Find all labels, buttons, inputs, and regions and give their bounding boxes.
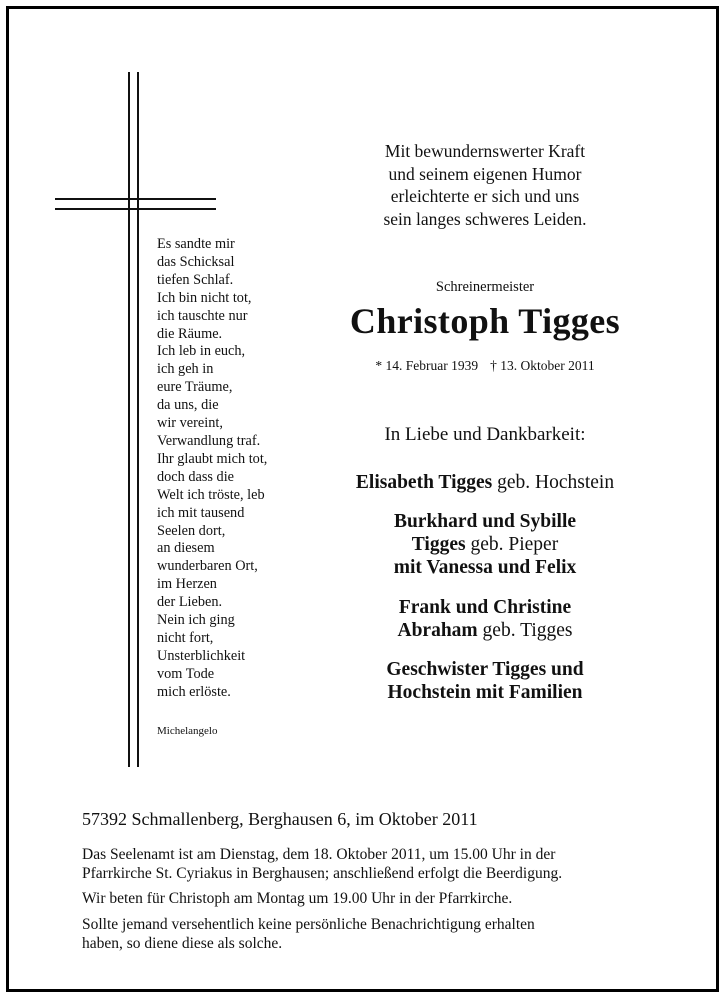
poem-line: das Schicksal xyxy=(157,253,235,270)
info-paragraph xyxy=(82,890,682,909)
mourner-entry xyxy=(310,658,660,704)
poem-author: Michelangelo xyxy=(157,725,218,737)
mourner-name: Burkhard und Sybille xyxy=(393,511,577,532)
poem-line: Ich leb in euch, xyxy=(157,343,246,360)
mourner-nee: geb. Pieper xyxy=(470,534,559,555)
poem-line: mich erlöste. xyxy=(157,683,231,700)
quote-line: sein langes schweres Leiden. xyxy=(383,208,587,229)
quote-line: Mit bewundernswerter Kraft xyxy=(384,141,586,161)
quote-line: und seinem eigenen Humor xyxy=(388,163,582,184)
mourner-name: Elisabeth Tigges xyxy=(355,472,493,493)
cross-icon xyxy=(128,72,130,767)
poem-line: Ihr glaubt mich tot, xyxy=(157,450,268,467)
poem-line: eure Träume, xyxy=(157,379,233,396)
info-line: Pfarrkirche St. Cyriakus in Berghausen; anschließend erfolgt die Beerdigung. xyxy=(82,864,563,882)
poem-line: Unsterblichkeit xyxy=(157,647,246,664)
mourner-nee: geb. Tigges xyxy=(482,620,573,641)
poem-line: wunderbaren Ort, xyxy=(157,558,258,575)
poem xyxy=(157,236,267,702)
quote-line: erleichterte er sich und uns xyxy=(390,186,580,206)
mourner-entry xyxy=(310,471,660,494)
place-date: 57392 Schmallenberg, Berghausen 6, im Oktober 2011 xyxy=(82,809,478,829)
poem-line: Es sandte mir xyxy=(157,236,235,252)
death-date: † 13. Oktober 2011 xyxy=(490,358,595,373)
mourner-name: Geschwister Tigges und xyxy=(386,659,584,680)
poem-line: an diesem xyxy=(157,540,215,557)
cross-line-right xyxy=(137,72,139,767)
info-line: Wir beten für Christoph am Montag um 19.00 Uhr in der Pfarrkirche. xyxy=(82,890,513,907)
poem-line: da uns, die xyxy=(157,397,219,414)
poem-line: Seelen dort, xyxy=(157,522,226,539)
poem-line: Welt ich tröste, leb xyxy=(157,486,265,503)
info-paragraph xyxy=(82,846,682,883)
mourner-entry xyxy=(310,510,660,579)
poem-line: Ich bin nicht tot, xyxy=(157,289,252,306)
info-paragraph xyxy=(82,916,682,953)
info-line: Sollte jemand versehentlich keine persönliche Benachrichtigung erhalten xyxy=(82,916,535,933)
poem-line: Nein ich ging xyxy=(157,612,235,629)
poem-line: doch dass die xyxy=(157,468,235,485)
info-line: Das Seelenamt ist am Dienstag, dem 18. Oktober 2011, um 15.00 Uhr in der xyxy=(82,846,556,863)
poem-line: wir vereint, xyxy=(157,415,223,432)
birth-date: * 14. Februar 1939 xyxy=(375,358,479,373)
cross-bar-top xyxy=(55,198,216,200)
mourner-name: Abraham xyxy=(397,620,478,641)
mourner-nee: geb. Hochstein xyxy=(497,472,615,493)
poem-line: tiefen Schlaf. xyxy=(157,271,234,288)
mourner-name: mit Vanessa und Felix xyxy=(393,557,577,578)
poem-line: ich mit tausend xyxy=(157,504,245,521)
poem-line: Verwandlung traf. xyxy=(157,432,261,449)
cross-bar-bottom xyxy=(55,208,216,210)
poem-line: im Herzen xyxy=(157,576,217,593)
mourner-name: Tigges xyxy=(411,534,466,555)
profession: Schreinermeister xyxy=(435,279,535,295)
poem-line: nicht fort, xyxy=(157,629,214,646)
quote xyxy=(335,140,635,230)
poem-line: die Räume. xyxy=(157,325,223,342)
mourner-name: Hochstein mit Familien xyxy=(387,682,583,703)
mourner-name: Frank und Christine xyxy=(398,597,572,618)
mourner-entry xyxy=(310,596,660,642)
poem-line: ich geh in xyxy=(157,361,214,378)
life-dates xyxy=(335,358,635,374)
deceased-name: Christoph Tigges xyxy=(349,301,621,341)
poem-line: vom Tode xyxy=(157,665,215,682)
info-line: haben, so diene diese als solche. xyxy=(82,934,283,952)
poem-line: ich tauschte nur xyxy=(157,307,248,324)
intro-text: In Liebe und Dankbarkeit: xyxy=(384,424,586,445)
poem-line: der Lieben. xyxy=(157,594,223,611)
